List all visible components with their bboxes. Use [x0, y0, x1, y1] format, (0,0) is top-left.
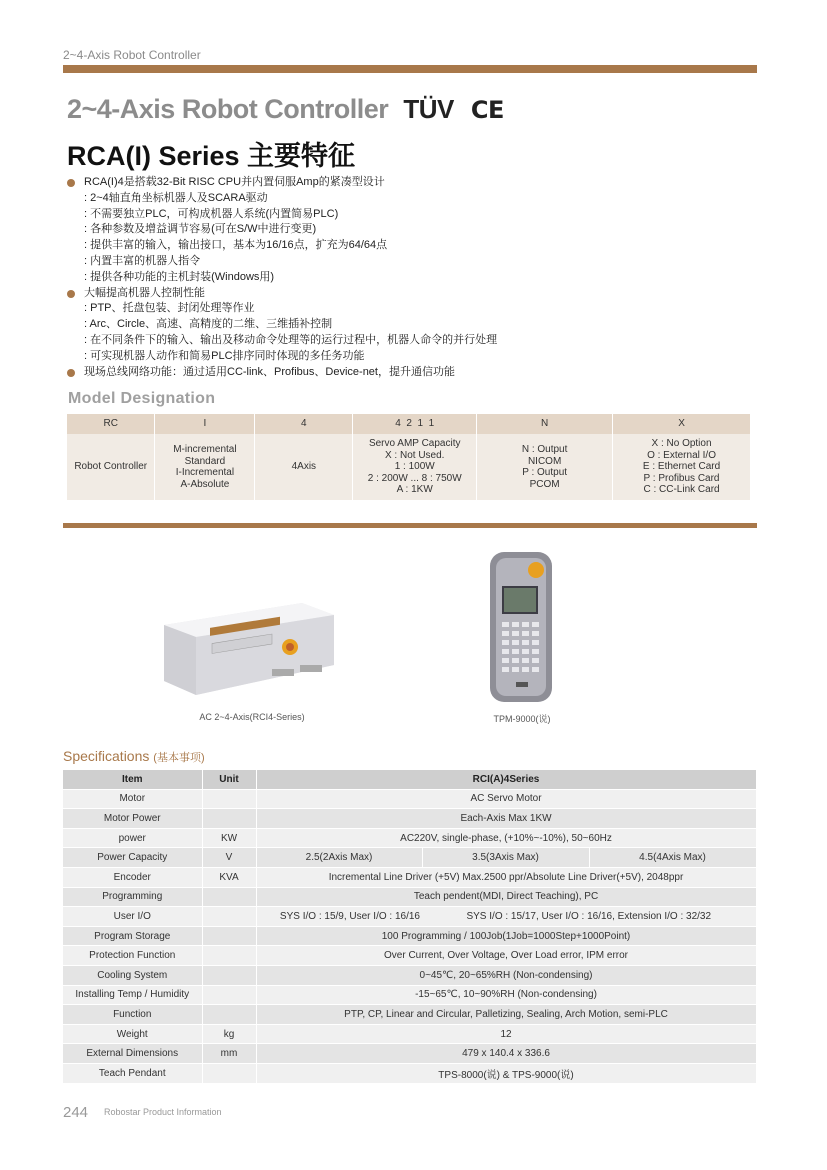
- spec-header-row: [63, 770, 756, 789]
- top-rule: [63, 65, 757, 73]
- spec-unit-cell: [202, 1063, 256, 1083]
- section-rule: [63, 523, 757, 528]
- spec-unit-cell: [202, 946, 256, 966]
- spec-value-cell: TPS-8000(说) & TPS-9000(说): [256, 1063, 756, 1083]
- model-body-line: E : Ethernet Card: [642, 461, 721, 473]
- feature-sub-item: : 内置丰富的机器人指令: [84, 254, 201, 267]
- feature-text: 大幅提高机器人控制性能: [84, 286, 205, 299]
- model-body-line: N : Output: [521, 444, 568, 455]
- spec-item-cell: Weight: [63, 1024, 202, 1044]
- feature-sub-item: : Arc、Circle、高速、高精度的二维、三维插补控制: [84, 318, 333, 331]
- spec-row: [63, 1024, 756, 1044]
- model-body-cell: [255, 434, 353, 500]
- model-header-cell: N: [477, 414, 613, 434]
- spec-unit-cell: [202, 1005, 256, 1025]
- model-body-cell: [353, 434, 477, 500]
- spec-value-cell: 0~45℃, 20~65%RH (Non-condensing): [256, 965, 756, 985]
- spec-row: [63, 965, 756, 985]
- model-designation-table: [67, 414, 751, 500]
- model-body-line: A-Absolute: [180, 478, 230, 490]
- spec-value-cell: Each-Axis Max 1KW: [256, 809, 756, 829]
- spec-unit-cell: [202, 809, 256, 829]
- model-body-line: 2 : 200W ... 8 : 750W: [367, 472, 462, 484]
- spec-value-cell: 100 Programming / 100Job(1Job=1000Step+1000Point): [256, 926, 756, 946]
- spec-row: [63, 848, 756, 868]
- spec-item-cell: External Dimensions: [63, 1044, 202, 1064]
- feature-text: RCA(I)4是搭载32-Bit RISC CPU并内置伺服Amp的紧凑型设计: [84, 176, 385, 188]
- model-body-cell: [613, 434, 751, 500]
- spec-row: [63, 946, 756, 966]
- spec-item-cell: power: [63, 828, 202, 848]
- spec-item-cell: Program Storage: [63, 926, 202, 946]
- controller-caption: AC 2~4-Axis(RCI4-Series): [199, 712, 305, 722]
- spec-header-cell: Item: [63, 770, 202, 789]
- feature-text: 现场总线网络功能：通过适用CC-link、Profibus、Device-net，提升通信功能: [84, 365, 455, 378]
- model-header-cell: I: [155, 414, 255, 434]
- spec-unit-cell: V: [202, 848, 256, 868]
- model-body-line: 1 : 100W: [394, 461, 435, 473]
- spec-unit-cell: [202, 965, 256, 985]
- ce-logo: CE: [470, 96, 504, 124]
- feature-bullet-item: [66, 175, 686, 191]
- model-body-cell: [67, 434, 155, 500]
- footer-text: Robostar Product Information: [104, 1107, 222, 1117]
- bullet-icon: [67, 179, 75, 187]
- spec-item-cell: Motor: [63, 789, 202, 809]
- spec-value-cell: AC Servo Motor: [256, 789, 756, 809]
- running-header: 2~4-Axis Robot Controller: [63, 48, 201, 62]
- spec-header-cell: RCI(A)4Series: [256, 770, 756, 789]
- spec-item-cell: Protection Function: [63, 946, 202, 966]
- spec-unit-cell: [202, 887, 256, 907]
- model-body-line: Servo AMP Capacity: [368, 438, 461, 450]
- model-body-line: PCOM: [529, 478, 560, 490]
- model-body-line: C : CC-Link Card: [643, 484, 720, 496]
- spec-row: [63, 926, 756, 946]
- spec-unit-cell: [202, 985, 256, 1005]
- spec-value-cell: 479 x 140.4 x 336.6: [256, 1044, 756, 1064]
- spec-value-cell: 2.5(2Axis Max): [256, 848, 422, 868]
- spec-unit-cell: [202, 907, 256, 927]
- teach-pendant-photo: [482, 546, 562, 706]
- model-body-line: A : 1KW: [396, 484, 433, 496]
- series-title: RCA(I) Series 主要特征: [67, 141, 356, 171]
- feature-bullet-item: [66, 286, 686, 302]
- model-header-row: [67, 414, 751, 434]
- spec-unit-cell: KW: [202, 828, 256, 848]
- feature-list: [66, 175, 686, 380]
- spec-item-cell: User I/O: [63, 907, 202, 927]
- spec-row: [63, 907, 756, 927]
- feature-sub-item: : 在不同条件下的输入、输出及移动命令处理等的运行过程中，机器人命令的并行处理: [84, 333, 498, 346]
- model-designation-title: Model Designation: [68, 390, 216, 407]
- model-body-cell: [477, 434, 613, 500]
- model-body-line: X : Not Used.: [384, 449, 445, 461]
- spec-value-cell: SYS I/O : 15/17, User I/O : 16/16, Extension I/O : 32/32: [422, 907, 756, 927]
- model-body-line: M-incremental: [173, 444, 237, 455]
- model-body-line: Robot Controller: [74, 461, 148, 473]
- model-body-cell: [155, 434, 255, 500]
- specifications-title: [63, 748, 205, 765]
- feature-sub-item: : 各种参数及增益调节容易(可在S/W中进行变更): [84, 223, 317, 236]
- model-body-line: 4Axis: [291, 461, 317, 473]
- feature-sub-item: : 可实现机器人动作和简易PLC排序同时体现的多任务功能: [84, 349, 365, 362]
- spec-row: [63, 828, 756, 848]
- specifications-table: [63, 770, 757, 1084]
- spec-unit-cell: KVA: [202, 867, 256, 887]
- spec-unit-cell: mm: [202, 1044, 256, 1064]
- model-header-cell: RC: [67, 414, 155, 434]
- spec-row: [63, 1044, 756, 1064]
- model-header-cell: 4 2 1 1: [353, 414, 477, 434]
- spec-item-cell: Installing Temp / Humidity: [63, 985, 202, 1005]
- spec-value-cell: PTP, CP, Linear and Circular, Palletizing, Sealing, Arch Motion, semi-PLC: [256, 1005, 756, 1025]
- spec-row: [63, 1005, 756, 1025]
- spec-title-en: Specifications: [63, 748, 150, 764]
- spec-value-cell: Incremental Line Driver (+5V) Max.2500 ppr/Absolute Line Driver(+5V), 2048ppr: [256, 867, 756, 887]
- model-header-cell: 4: [255, 414, 353, 434]
- model-body-line: Standard: [184, 455, 226, 467]
- model-body-line: I-Incremental: [175, 467, 235, 478]
- spec-item-cell: Encoder: [63, 867, 202, 887]
- spec-unit-cell: [202, 926, 256, 946]
- spec-header-cell: Unit: [202, 770, 256, 789]
- pendant-caption: TPM-9000(说): [493, 714, 551, 724]
- controller-photo: [152, 595, 342, 703]
- spec-item-cell: Cooling System: [63, 965, 202, 985]
- spec-value-cell: AC220V, single-phase, (+10%~-10%), 50~60Hz: [256, 828, 756, 848]
- model-body-line: P : Output: [522, 467, 568, 478]
- bullet-icon: [67, 290, 75, 298]
- model-body-line: NICOM: [527, 455, 562, 467]
- spec-value-cell: Over Current, Over Voltage, Over Load error, IPM error: [256, 946, 756, 966]
- spec-value-cell: 4.5(4Axis Max): [589, 848, 756, 868]
- spec-unit-cell: kg: [202, 1024, 256, 1044]
- feature-sub-item: : 提供丰富的输入，输出接口，基本为16/16点，扩充为64/64点: [84, 239, 388, 252]
- spec-row: [63, 1063, 756, 1083]
- feature-sub-item: : 不需要独立PLC，可构成机器人系统(内置简易PLC): [84, 207, 339, 220]
- spec-title-cn: (基本事项): [153, 752, 205, 764]
- spec-value-cell: SYS I/O : 15/9, User I/O : 16/16: [256, 907, 422, 927]
- spec-row: [63, 867, 756, 887]
- model-header-cell: X: [613, 414, 751, 434]
- title-text: 2~4-Axis Robot Controller: [67, 94, 389, 124]
- spec-row: [63, 789, 756, 809]
- model-body-row: [67, 434, 751, 500]
- spec-item-cell: Function: [63, 1005, 202, 1025]
- spec-item-cell: Teach Pendant: [63, 1063, 202, 1083]
- model-body-line: O : External I/O: [647, 449, 716, 461]
- spec-value-cell: -15~65℃, 10~90%RH (Non-condensing): [256, 985, 756, 1005]
- spec-value-cell: Teach pendent(MDI, Direct Teaching), PC: [256, 887, 756, 907]
- feature-sub-item: : 提供各种功能的主机封装(Windows用): [84, 270, 275, 283]
- spec-row: [63, 809, 756, 829]
- page-title: [67, 94, 504, 125]
- feature-bullet-item: [66, 365, 686, 381]
- model-body-line: X : No Option: [651, 438, 712, 450]
- page-number: 244: [63, 1104, 89, 1121]
- spec-item-cell: Motor Power: [63, 809, 202, 829]
- bullet-icon: [67, 369, 75, 377]
- model-body-line: P : Profibus Card: [643, 472, 720, 484]
- spec-value-cell: 12: [256, 1024, 756, 1044]
- spec-item-cell: Programming: [63, 887, 202, 907]
- tuv-logo: TÜV: [403, 94, 454, 124]
- spec-unit-cell: [202, 789, 256, 809]
- spec-row: [63, 887, 756, 907]
- feature-sub-item: : PTP、托盘包装、封闭处理等作业: [84, 302, 255, 315]
- spec-value-cell: 3.5(3Axis Max): [422, 848, 589, 868]
- spec-row: [63, 985, 756, 1005]
- feature-sub-item: : 2~4轴直角坐标机器人及SCARA驱动: [84, 191, 268, 204]
- spec-item-cell: Power Capacity: [63, 848, 202, 868]
